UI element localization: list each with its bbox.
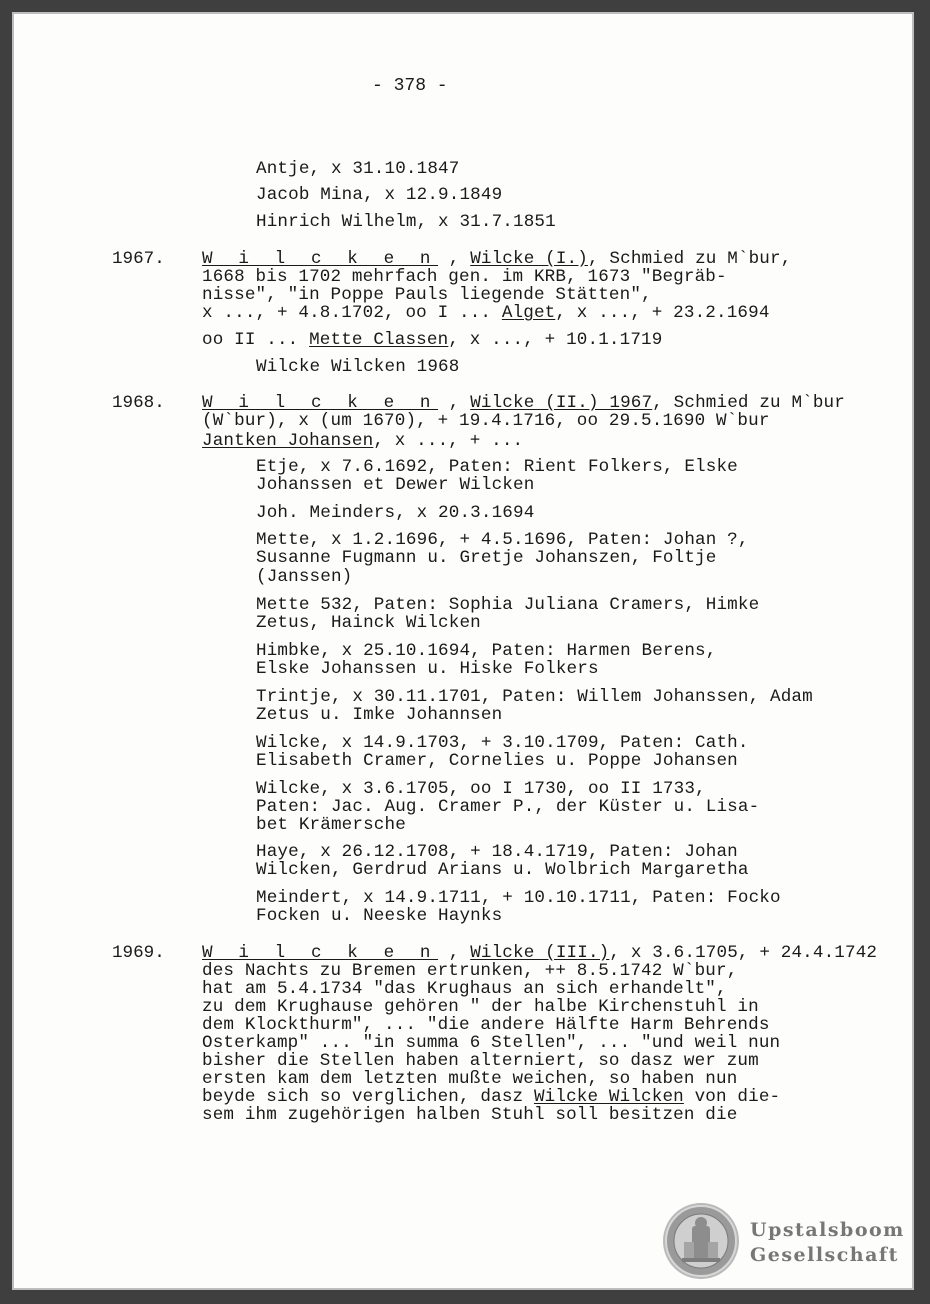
entry-text-line: dem Klockthurm", ... "die andere Hälfte Harm Behrends	[202, 1015, 770, 1035]
child-entry: Haye, x 26.12.1708, + 18.4.1719, Paten: Johan	[256, 842, 738, 862]
text-segment: x ..., + 4.8.1702, oo I ...	[202, 303, 502, 323]
child-entry: Mette, x 1.2.1696, + 4.5.1696, Paten: Johan ?,	[256, 530, 749, 550]
spouse-name: Jantken Johansen	[202, 431, 374, 451]
brand-line-1: Upstalsboom	[750, 1219, 905, 1241]
spouse-name: Mette Classen	[309, 330, 449, 350]
entry-text-line: sem ihm zugehörigen halben Stuhl soll besitzen die	[202, 1105, 738, 1125]
entry-text-line	[202, 304, 770, 323]
child-entry: Johanssen et Dewer Wilcken	[256, 475, 535, 495]
entry-number: 1967.	[112, 249, 165, 269]
child-entry: bet Krämersche	[256, 815, 406, 835]
page-content	[14, 14, 912, 1288]
text-segment: beyde sich so verglichen, dasz	[202, 1087, 534, 1107]
child-entry: Meindert, x 14.9.1711, + 10.10.1711, Paten: Focko	[256, 888, 781, 908]
child-entry: Wilcke, x 14.9.1703, + 3.10.1709, Paten: Cath.	[256, 733, 749, 753]
entry-text-line: hat am 5.4.1734 "das Krughaus an sich erhandelt",	[202, 979, 727, 999]
heading-rest: , Schmied zu M`bur,	[587, 249, 792, 269]
spouse-name: Alget	[501, 303, 556, 323]
given-name: Wilcke (I.)	[470, 249, 588, 269]
page-number: - 378 -	[372, 76, 448, 96]
society-brand	[750, 1218, 905, 1268]
child-entry: Wilcken, Gerdrud Arians u. Wolbrich Margaretha	[256, 860, 749, 880]
child-entry: Joh. Meinders, x 20.3.1694	[256, 503, 535, 523]
text-segment: , x ..., + 23.2.1694	[555, 303, 770, 323]
document-page	[12, 12, 914, 1290]
child-entry: Trintje, x 30.11.1701, Paten: Willem Johanssen, Adam	[256, 687, 813, 707]
child-entry: Elske Johanssen u. Hiske Folkers	[256, 659, 599, 679]
heading-rest: , x 3.6.1705, + 24.4.1742	[609, 943, 878, 963]
society-seal-icon	[662, 1202, 740, 1280]
surname: W i l c k e n	[202, 249, 439, 269]
entry-text-line: zu dem Krughause gehören " der halbe Kirchenstuhl in	[202, 997, 759, 1017]
entry-text-line: Osterkamp" ... "in summa 6 Stellen", ... "und weil nun	[202, 1033, 781, 1053]
separator: ,	[438, 393, 471, 413]
entry-number: 1968.	[112, 393, 165, 413]
brand-line-2: Gesellschaft	[750, 1244, 899, 1266]
entry-text-line: ersten kam dem letzten mußte weichen, so haben nun	[202, 1069, 738, 1089]
entry-text-line: des Nachts zu Bremen ertrunken, ++ 8.5.1742 W`bur,	[202, 961, 738, 981]
entry-text-line	[202, 331, 662, 350]
text-segment: , x ..., + 10.1.1719	[448, 330, 663, 350]
surname: W i l c k e n	[202, 943, 439, 963]
child-entry: Zetus, Hainck Wilcken	[256, 613, 481, 633]
child-entry: Himbke, x 25.10.1694, Paten: Harmen Berens,	[256, 641, 717, 661]
child-entry: Elisabeth Cramer, Cornelies u. Poppe Johansen	[256, 751, 738, 771]
child-entry: Susanne Fugmann u. Gretje Johanszen, Foltje	[256, 548, 717, 568]
text-segment: , x ..., + ...	[373, 431, 524, 451]
intro-line: Jacob Mina, x 12.9.1849	[256, 185, 503, 205]
entry-text-line	[202, 432, 523, 451]
child-entry: (Janssen)	[256, 567, 353, 587]
child-entry: Wilcke Wilcken 1968	[256, 357, 460, 377]
surname: W i l c k e n	[202, 393, 439, 413]
child-entry: Paten: Jac. Aug. Cramer P., der Küster u. Lisa-	[256, 797, 760, 817]
child-entry: Zetus u. Imke Johannsen	[256, 705, 503, 725]
child-entry: Focken u. Neeske Haynks	[256, 906, 503, 926]
intro-line: Antje, x 31.10.1847	[256, 159, 460, 179]
entry-text-line: 1668 bis 1702 mehrfach gen. im KRB, 1673 "Begräb-	[202, 267, 727, 287]
separator: ,	[438, 943, 471, 963]
child-entry: Etje, x 7.6.1692, Paten: Rient Folkers, Elske	[256, 457, 738, 477]
entry-number: 1969.	[112, 943, 165, 963]
heading-rest: , Schmied zu M`bur	[652, 393, 845, 413]
text-segment: oo II ...	[202, 330, 310, 350]
given-name: Wilcke (III.)	[470, 943, 610, 963]
entry-text-line: nisse", "in Poppe Pauls liegende Stätten",	[202, 285, 652, 305]
entry-text-line: bisher die Stellen haben alterniert, so dasz wer zum	[202, 1051, 759, 1071]
child-entry: Mette 532, Paten: Sophia Juliana Cramers, Himke	[256, 595, 760, 615]
intro-line: Hinrich Wilhelm, x 31.7.1851	[256, 212, 556, 232]
entry-text-line: (W`bur), x (um 1670), + 19.4.1716, oo 29.5.1690 W`bur	[202, 411, 770, 431]
child-entry: Wilcke, x 3.6.1705, oo I 1730, oo II 1733,	[256, 779, 706, 799]
text-segment: von die-	[683, 1087, 781, 1107]
separator: ,	[438, 249, 471, 269]
person-name: Wilcke Wilcken	[533, 1087, 684, 1107]
given-name: Wilcke (II.) 1967	[470, 393, 653, 413]
